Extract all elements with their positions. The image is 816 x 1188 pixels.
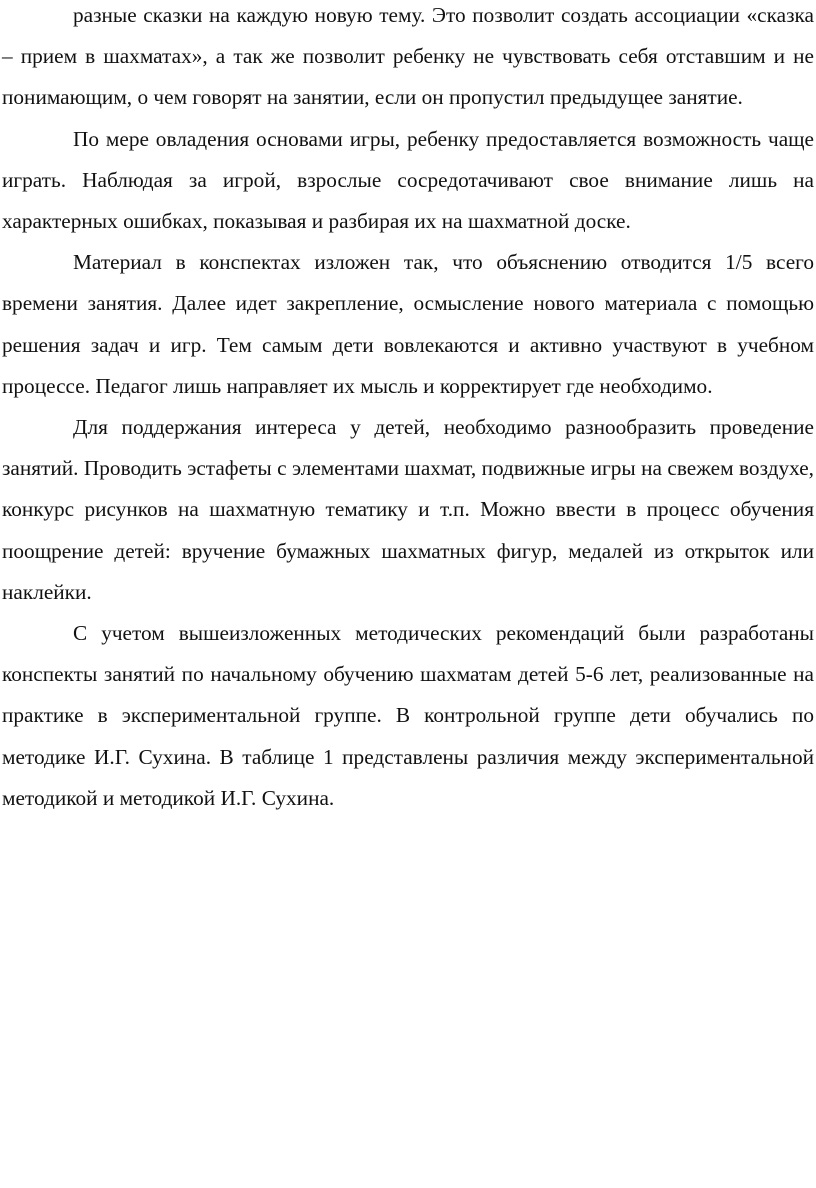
paragraph-1: разные сказки на каждую новую тему. Это позволит создать ассоциации «сказка – прием в шахматах», а так же позволит ребенку не чувствовать себя отставшим и не понимающим, о чем говорят на занятии, если он пропустил предыдущее занятие. bbox=[2, 3, 814, 110]
paragraph-5: С учетом вышеизложенных методических рекомендаций были разработаны конспекты занятий по начальному обучению шахматам детей 5-6 лет, реализованные на практике в экспериментальной группе. В контрольной группе дети обучались по методике И.Г. Сухина. В таблице 1 представлены различия между экспериментальной методикой и методикой И.Г. Сухина. bbox=[2, 621, 814, 810]
paragraph-3: Материал в конспектах изложен так, что объяснению отводится 1/5 всего времени занятия. Далее идет закрепление, осмысление нового материала с помощью решения задач и игр. Тем самым дети вовлекаются и активно участвуют в учебном процессе. Педагог лишь направляет их мысль и корректирует где необходимо. bbox=[2, 250, 814, 398]
paragraph-4: Для поддержания интереса у детей, необходимо разнообразить проведение занятий. Проводить эстафеты с элементами шахмат, подвижные игры на свежем воздухе, конкурс рисунков на шахматную тематику и т.п. Можно ввести в процесс обучения поощрение детей: вручение бумажных шахматных фигур, медалей из открыток или наклейки. bbox=[2, 415, 814, 604]
paragraph-2: По мере овладения основами игры, ребенку предоставляется возможность чаще играть. Наблюдая за игрой, взрослые сосредотачивают свое внимание лишь на характерных ошибках, показывая и разбирая их на шахматной доске. bbox=[2, 126, 814, 234]
